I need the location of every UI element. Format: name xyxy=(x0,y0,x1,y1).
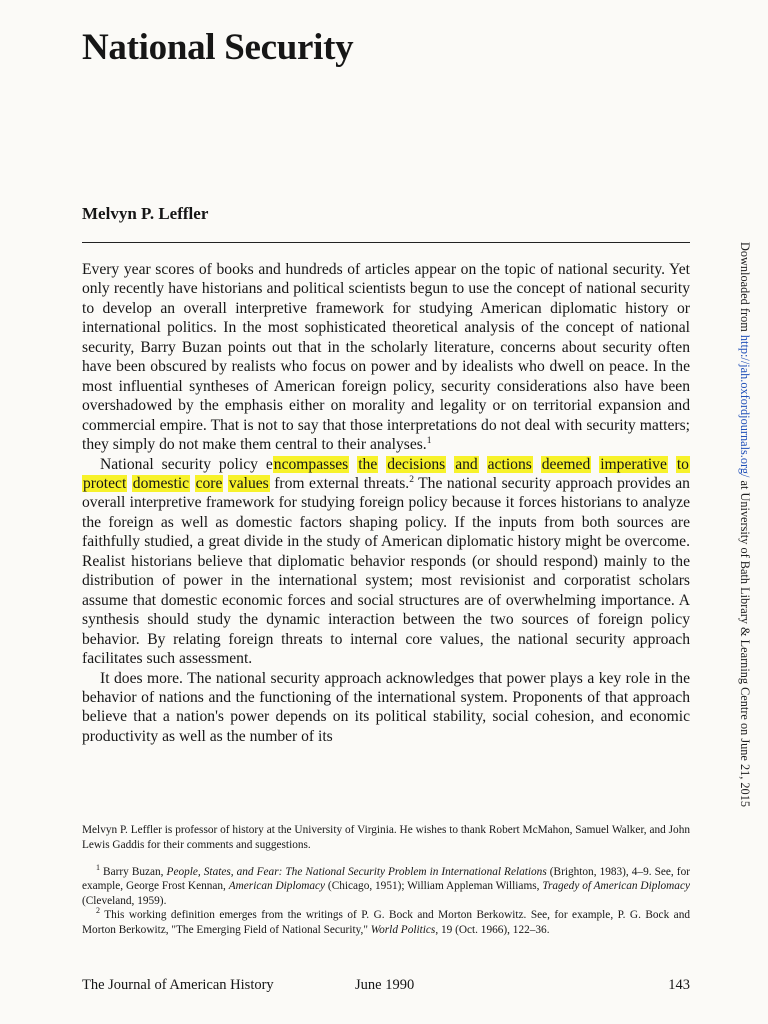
footnotes xyxy=(82,865,690,937)
footnote-text: Barry Buzan, xyxy=(103,866,167,878)
highlighted-word[interactable]: values xyxy=(228,474,269,492)
title-rule xyxy=(82,242,690,243)
journal-name: The Journal of American History xyxy=(82,977,274,993)
paragraph-2-lead: National security policy e xyxy=(100,455,273,473)
highlighted-word[interactable]: domestic xyxy=(132,474,190,492)
cited-title: Tragedy of American Diplomacy xyxy=(542,880,690,893)
highlighted-word[interactable]: core xyxy=(195,474,223,492)
author-name: Melvyn P. Leffler xyxy=(82,204,209,223)
highlighted-word[interactable]: the xyxy=(358,455,378,473)
footnote-number: 1 xyxy=(96,863,100,873)
cited-title: People, States, and Fear: The National Security Problem in International Relations xyxy=(166,866,547,878)
watermark-suffix: at University of Bath Library & Learning Centre on June 21, 2015 xyxy=(738,477,752,807)
footnote-1 xyxy=(82,865,690,908)
cited-title: World Politics xyxy=(370,923,436,936)
highlighted-word[interactable]: actions xyxy=(487,455,532,473)
cited-title: American Diplomacy xyxy=(228,880,326,893)
download-watermark xyxy=(737,242,752,807)
issue-date: June 1990 xyxy=(355,977,415,993)
paragraph-2-continuation: from external threats. xyxy=(274,474,410,492)
paragraph-2-remainder: The national security approach provides an overall interpretive framework for studying foreign policy because it forces historians to analyze the foreign as well as domestic factors shaping policy. If the inputs from both sources are faithfully studied, a great divide in the study of American diplomatic history might be overcome. Realist historians believe that diplomatic behavior responds (or should respond) mainly to the distribution of power in the international system; most revisionist and corporatist scholars assume that domestic economic forces and social structures are of overwhelming importance. A synthesis should study the dynamic interaction between the two sources of foreign policy behavior. By relating foreign threats to internal core values, the national security approach facilitates such assessment. xyxy=(82,474,690,668)
paragraph-3-text: It does more. The national security approach acknowledges that power plays a key role in the behavior of nations and the functioning of the international system. Proponents of that approach believe that a nation's power depends on its political stability, social cohesion, and economic productivity as well as the number of its xyxy=(82,669,690,745)
paragraph-3 xyxy=(82,669,690,747)
highlighted-word[interactable]: deemed xyxy=(541,455,591,473)
page-number: 143 xyxy=(668,977,690,993)
footnote-2 xyxy=(82,908,690,937)
footnote-text: (Chicago, 1951); William Appleman Williams, xyxy=(325,880,543,893)
footnote-ref-2[interactable]: 2 xyxy=(409,474,414,485)
footnote-text: , 19 (Oct. 1966), 122–36. xyxy=(435,923,550,936)
footnote-text: (Cleveland, 1959). xyxy=(82,894,167,907)
article-title: National Security xyxy=(82,27,354,68)
watermark-prefix: Downloaded from xyxy=(738,242,752,335)
highlighted-word[interactable]: and xyxy=(455,455,478,473)
footnote-text: (Brighton, 1983), 4–9. See, for example, George Frost Kennan, xyxy=(82,866,690,893)
journal-link[interactable]: http://jah.oxfordjournals.org/ xyxy=(738,334,752,478)
highlighted-word[interactable]: protect xyxy=(83,474,127,492)
paragraph-1-text: Every year scores of books and hundreds of articles appear on the topic of national security. Yet only recently have historians and political scientists begun to use the concept of national security to develop an overall interpretive framework for studying American diplomatic history or international politics. In the most sophisticated theoretical analysis of the concept of national security, Barry Buzan points out that in the scholarly literature, concerns about security often have been obscured by realists who focus on power and by idealists who dwell on peace. In the most influential syntheses of American foreign policy, security considerations also have been overshadowed by the emphasis either on morality and legality or on territorial expansion and commercial empire. That is not to say that those interpretations do not deal with security matters; they simply do not make them central to their analyses. xyxy=(82,261,690,454)
footnote-text: This working definition emerges from the writings of P. G. Bock and Morton Berkowitz. See, for example, P. G. Bock and Morton Berkowitz, "The Emerging Field of National Security," xyxy=(82,909,690,936)
paragraph-2 xyxy=(82,455,690,669)
article-body xyxy=(82,260,690,746)
author-note: Melvyn P. Leffler is professor of history at the University of Virginia. He wishes to thank Robert McMahon, Samuel Walker, and John Lewis Gaddis for their comments and suggestions. xyxy=(82,824,690,851)
highlighted-word[interactable]: ncompasses xyxy=(273,455,349,473)
page-footer xyxy=(82,977,690,997)
paragraph-1 xyxy=(82,260,690,455)
footnote-ref-1[interactable]: 1 xyxy=(426,435,432,446)
highlighted-word[interactable]: to xyxy=(676,455,689,473)
highlighted-word[interactable]: imperative xyxy=(600,455,667,473)
highlighted-word[interactable]: decisions xyxy=(387,455,446,473)
footnote-number: 2 xyxy=(96,906,100,916)
